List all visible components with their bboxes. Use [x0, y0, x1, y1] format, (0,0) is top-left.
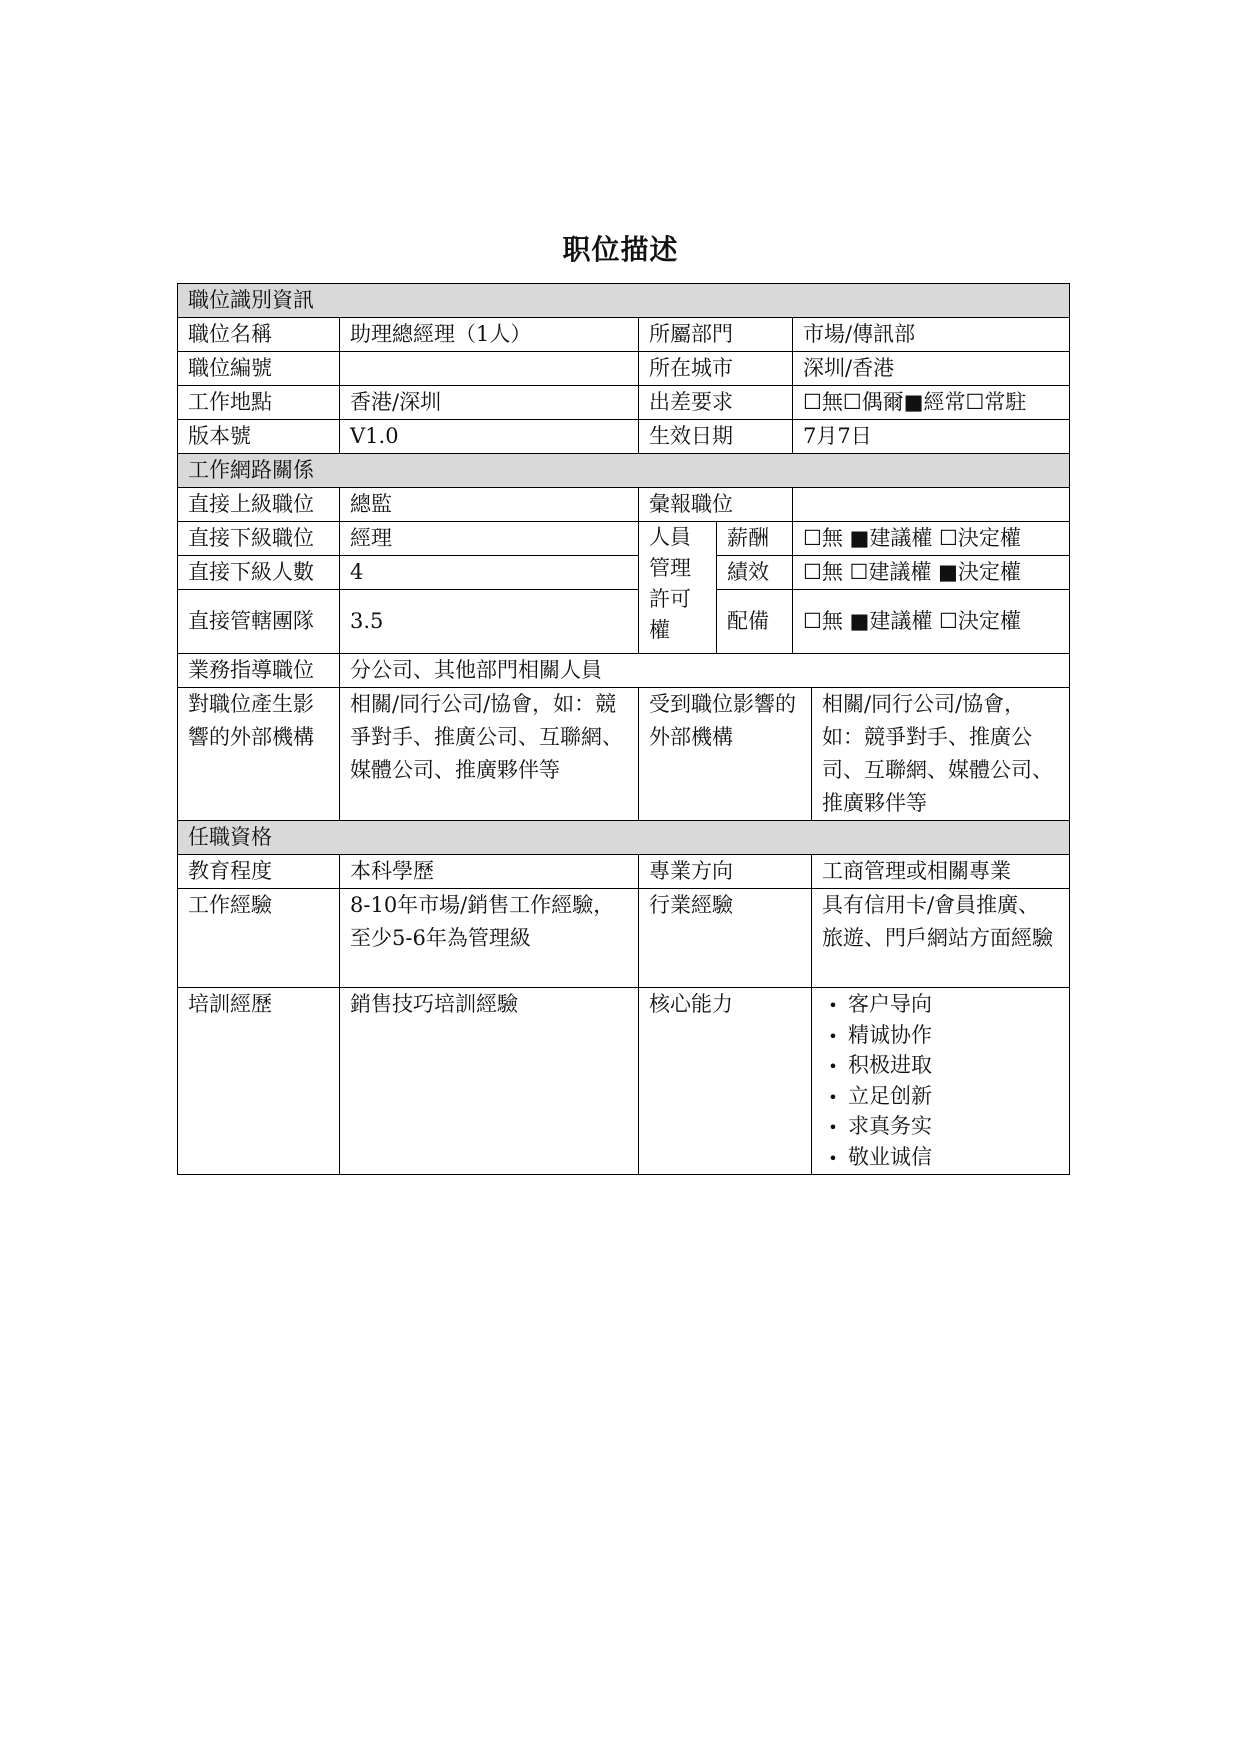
- table-row: [178, 855, 1070, 889]
- label-cell: 直接上級職位: [178, 488, 340, 522]
- table-row: [178, 522, 1070, 556]
- sub-label-cell: 配備: [717, 590, 793, 654]
- table-row: [178, 590, 1070, 654]
- section-header-qualifications: 任職資格: [178, 821, 1070, 855]
- personnel-authority-label: 人員管理許可權: [639, 522, 717, 654]
- label-cell: 出差要求: [639, 386, 793, 420]
- value-cell: 相關/同行公司/協會，如：競爭對手、推廣公司、互聯網、媒體公司、推廣夥伴等: [812, 688, 1070, 821]
- table-row: [178, 318, 1070, 352]
- label-cell: 專業方向: [639, 855, 812, 889]
- label-cell: 核心能力: [639, 988, 812, 1175]
- core-competencies-list: [822, 990, 1059, 1174]
- value-cell: 香港/深圳: [340, 386, 639, 420]
- value-cell: 助理總經理（1人）: [340, 318, 639, 352]
- value-cell: [340, 352, 639, 386]
- list-item: • 积极进取: [822, 1051, 1059, 1082]
- value-cell: 工商管理或相關專業: [812, 855, 1070, 889]
- label-cell: 直接下級人數: [178, 556, 340, 590]
- label-cell: 培訓經歷: [178, 988, 340, 1175]
- page-title: 职位描述: [562, 233, 679, 266]
- value-cell: 3.5: [340, 590, 639, 654]
- label-cell: 對職位產生影響的外部機構: [178, 688, 340, 821]
- table-row: [178, 488, 1070, 522]
- list-item: • 客户导向: [822, 990, 1059, 1021]
- authority-checkboxes: ☐無 ■建議權 ☐決定權: [793, 522, 1070, 556]
- list-item: • 精诚协作: [822, 1021, 1059, 1052]
- sub-label-cell: 績效: [717, 556, 793, 590]
- label-cell: 所在城市: [639, 352, 793, 386]
- value-cell: 4: [340, 556, 639, 590]
- label-cell: 生效日期: [639, 420, 793, 454]
- value-cell: 分公司、其他部門相關人員: [340, 654, 1070, 688]
- table-row: [178, 556, 1070, 590]
- value-cell: 相關/同行公司/協會，如：競爭對手、推廣公司、互聯網、媒體公司、推廣夥伴等: [340, 688, 639, 821]
- label-cell: 工作經驗: [178, 889, 340, 988]
- value-cell: 本科學歷: [340, 855, 639, 889]
- value-cell: 銷售技巧培訓經驗: [340, 988, 639, 1175]
- table-row: [178, 352, 1070, 386]
- label-cell: 職位編號: [178, 352, 340, 386]
- table-row: [178, 654, 1070, 688]
- travel-checkboxes: ☐無☐偶爾■經常☐常駐: [793, 386, 1070, 420]
- label-cell: 職位名稱: [178, 318, 340, 352]
- value-cell: [793, 488, 1070, 522]
- table-row: [178, 688, 1070, 821]
- value-cell: 8-10年市場/銷售工作經驗，至少5-6年為管理級: [340, 889, 639, 988]
- value-cell: 7月7日: [793, 420, 1070, 454]
- list-item: • 立足创新: [822, 1082, 1059, 1113]
- table-row: [178, 988, 1070, 1175]
- authority-checkboxes: ☐無 ☐建議權 ■決定權: [793, 556, 1070, 590]
- label-cell: 行業經驗: [639, 889, 812, 988]
- authority-checkboxes: ☐無 ■建議權 ☐決定權: [793, 590, 1070, 654]
- list-item: • 敬业诚信: [822, 1143, 1059, 1174]
- sub-label-cell: 薪酬: [717, 522, 793, 556]
- label-cell: 所屬部門: [639, 318, 793, 352]
- value-cell: 具有信用卡/會員推廣、旅遊、門戶網站方面經驗: [812, 889, 1070, 988]
- label-cell: 直接管轄團隊: [178, 590, 340, 654]
- value-cell: V1.0: [340, 420, 639, 454]
- table-row: [178, 889, 1070, 988]
- list-item: • 求真务实: [822, 1112, 1059, 1143]
- table-row: [178, 420, 1070, 454]
- section-header-identification: 職位識別資訊: [178, 284, 1070, 318]
- table-row: [178, 386, 1070, 420]
- value-cell: 總監: [340, 488, 639, 522]
- label-cell: 受到職位影響的外部機構: [639, 688, 812, 821]
- label-cell: 直接下級職位: [178, 522, 340, 556]
- label-cell: 彙報職位: [639, 488, 793, 522]
- label-cell: 業務指導職位: [178, 654, 340, 688]
- value-cell: 經理: [340, 522, 639, 556]
- value-cell: 深圳/香港: [793, 352, 1070, 386]
- section-header-network: 工作網路關係: [178, 454, 1070, 488]
- label-cell: 教育程度: [178, 855, 340, 889]
- label-cell: 工作地點: [178, 386, 340, 420]
- job-description-table: [177, 283, 1069, 1175]
- core-competencies-cell: [812, 988, 1070, 1175]
- value-cell: 市場/傳訊部: [793, 318, 1070, 352]
- label-cell: 版本號: [178, 420, 340, 454]
